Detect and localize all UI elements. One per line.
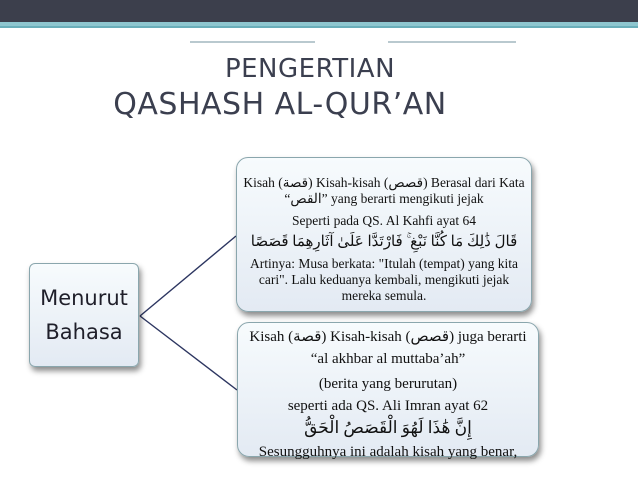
arabic-qissah: قصة xyxy=(282,175,309,190)
translation-line-2: cari". Lalu keduanya kembali, mengikuti jejak xyxy=(258,272,510,287)
meaning-reference: seperti ada QS. Ali Imran ayat 62 xyxy=(287,398,489,414)
connector-to-bottom xyxy=(140,316,237,390)
etymology-box xyxy=(236,157,532,312)
menurut-bahasa-box xyxy=(29,263,139,367)
etymology-line-2: “القص” yang berarti mengikuti jejak xyxy=(284,191,484,206)
meaning-translation: Sesungguhnya ini adalah kisah yang benar, xyxy=(258,444,518,460)
etymology-reference: Seperti pada QS. Al Kahfi ayat 64 xyxy=(291,213,477,228)
translation-line-1: Artinya: Musa berkata: "Itulah (tempat) yang kita xyxy=(250,256,518,271)
arabic-al-qass: القص xyxy=(290,191,322,206)
left-box-line-2: Bahasa xyxy=(45,320,123,344)
etymology-line-1: Kisah (قصة) Kisah-kisah (قصص) Berasal dari Kata xyxy=(243,175,525,190)
meaning-line-2: “al akhbar al muttaba’ah” xyxy=(310,351,466,367)
connector-to-top xyxy=(140,236,236,316)
title-line-1: PENGERTIAN xyxy=(224,54,396,84)
meaning-box xyxy=(237,322,539,460)
meaning-line-1: Kisah (قصة) Kisah-kisah (قصص) juga berarti xyxy=(249,329,527,345)
translation-line-3: mereka semula. xyxy=(341,288,427,303)
left-box-line-1: Menurut xyxy=(40,286,128,310)
ali-imran-verse: إِنَّ هَٰذَا لَهُوَ الْقَصَصُ الْحَقُّ xyxy=(304,418,472,437)
arabic-qasas: قصص xyxy=(388,175,424,190)
al-kahfi-verse: قَالَ ذَٰلِكَ مَا كُنَّا نَبْغِ ۚ فَارْتَدَّا عَلَىٰ آثَارِهِمَا قَصَصًا xyxy=(250,234,518,250)
meaning-line-3: (berita yang berurutan) xyxy=(318,376,458,392)
title-line-2: QASHASH AL-QUR’AN xyxy=(113,87,447,122)
